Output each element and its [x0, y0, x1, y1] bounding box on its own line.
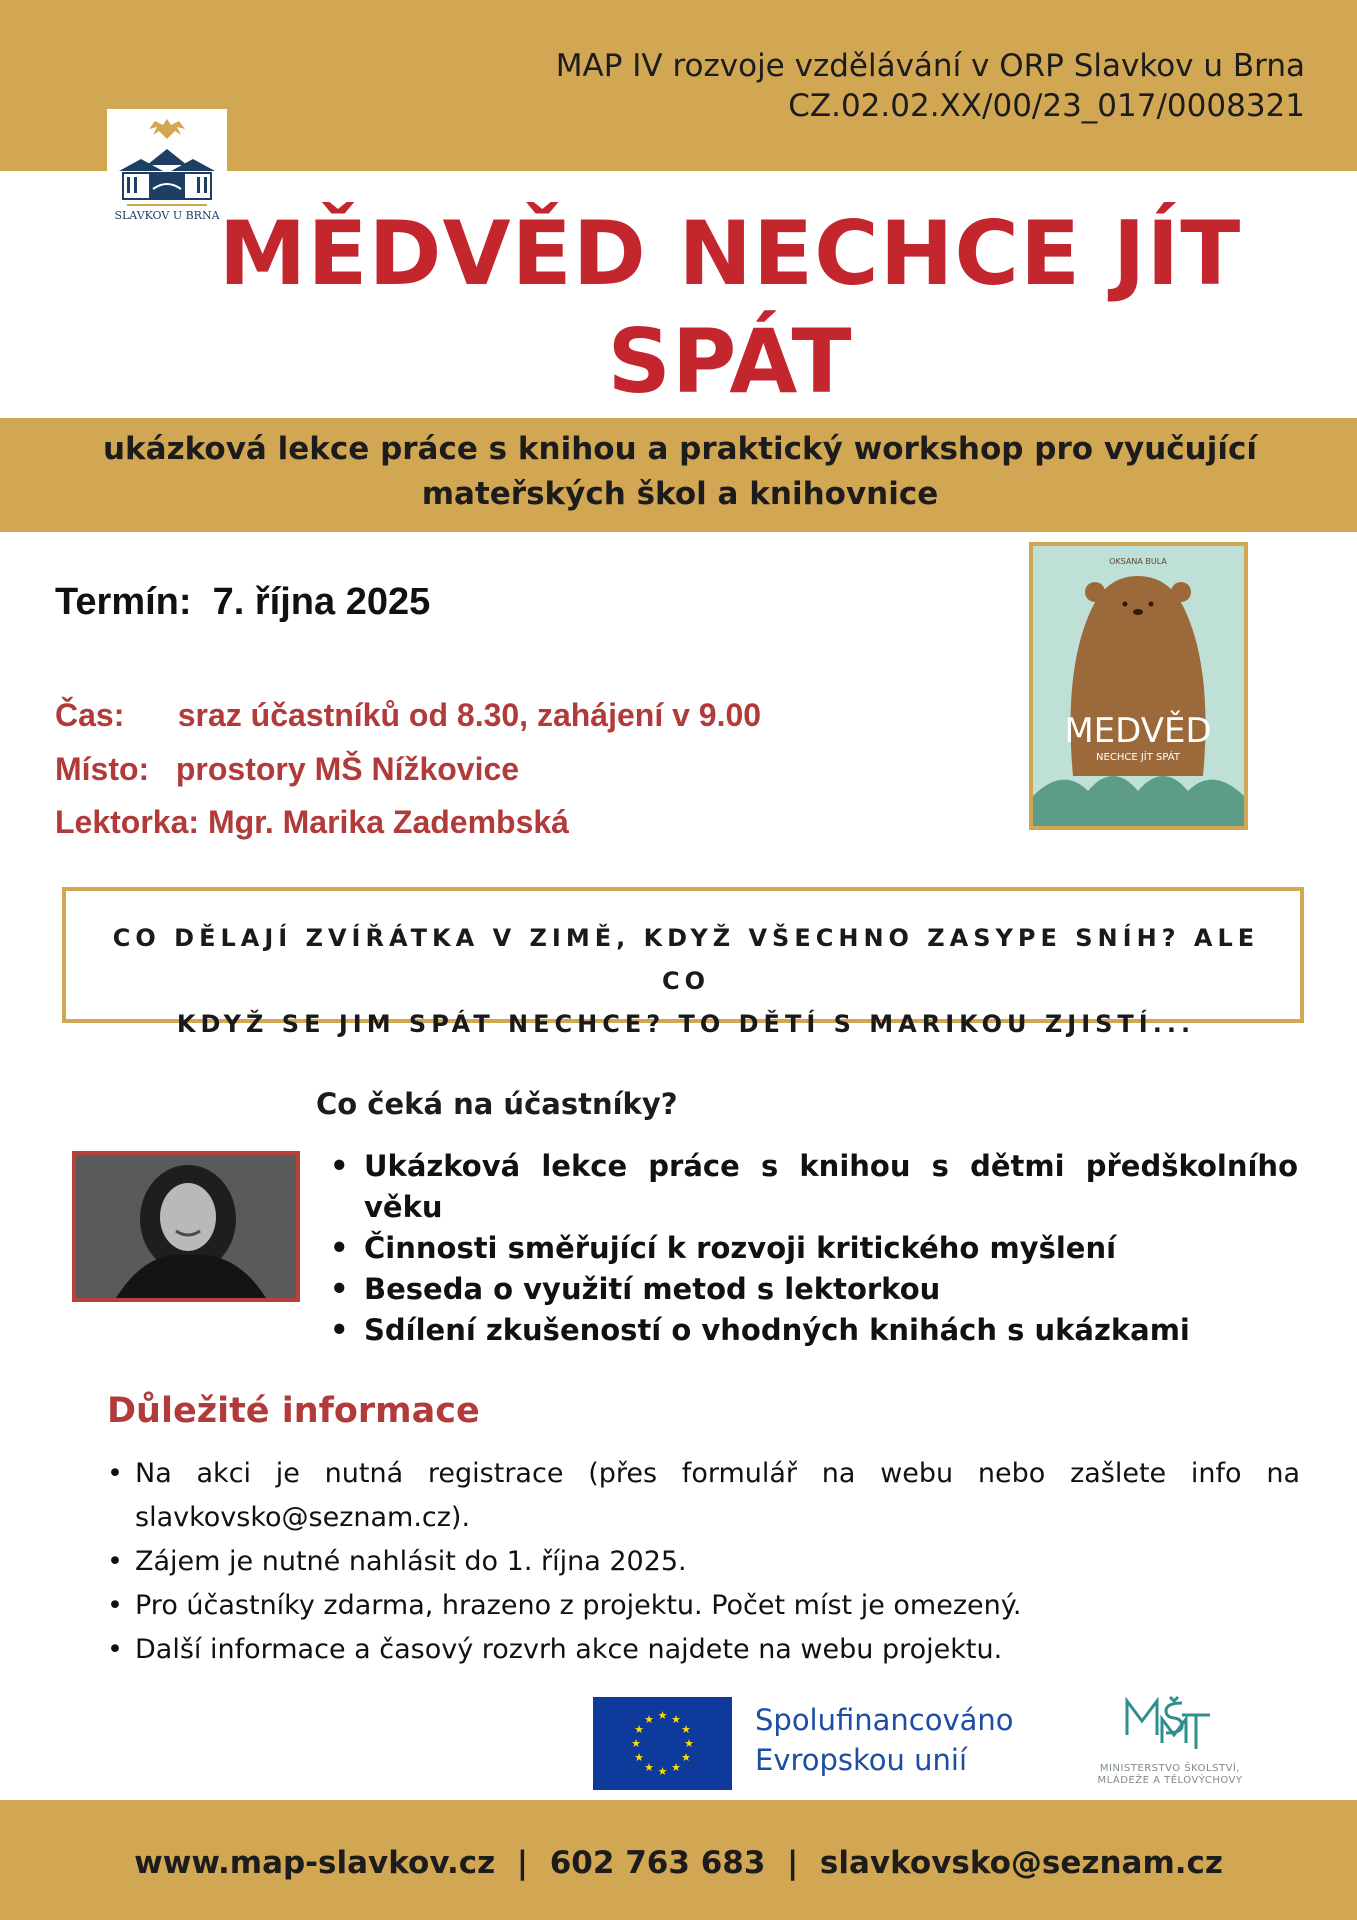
- svg-text:★: ★: [631, 1737, 641, 1750]
- svg-text:★: ★: [681, 1751, 691, 1764]
- msmt-caption-line2: MLÁDEŽE A TĚLOVÝCHOVY: [1097, 1775, 1243, 1786]
- eu-text-line2: Evropskou unií: [755, 1743, 968, 1777]
- subtitle-line1: ukázková lekce práce s knihou a praktický workshop pro vyučující: [102, 431, 1258, 467]
- event-place: Místo: prostory MŠ Nížkovice: [55, 751, 520, 787]
- bear-illustration: [1033, 546, 1244, 826]
- teaser-text: [96, 917, 1276, 1046]
- expect-heading: Co čeká na účastníky?: [316, 1087, 678, 1121]
- eu-cofinanced: [755, 1700, 1014, 1780]
- expect-list: [328, 1146, 1298, 1351]
- event-date: Termín: 7. října 2025: [55, 581, 431, 623]
- book-author: OKSANA BULA: [1109, 557, 1167, 566]
- list-item: • Na akci je nutná registrace (přes formulář na webu nebo zašlete info na slavkovsko@seznam.cz).: [105, 1452, 1300, 1540]
- project-name: MAP IV rozvoje vzdělávání v ORP Slavkov u Brna: [555, 48, 1305, 84]
- list-item: • Beseda o využití metod s lektorkou: [328, 1269, 1298, 1310]
- svg-text:★: ★: [634, 1723, 644, 1736]
- footer-contacts: www.map-slavkov.cz | 602 763 683 | slavkovsko@seznam.cz: [134, 1845, 1223, 1881]
- event-subtitle: [60, 427, 1300, 517]
- event-title-line1: MĚDVĚD NECHCE JÍT: [218, 202, 1242, 305]
- list-item: • Sdílení zkušeností o vhodných knihách s ukázkami: [328, 1310, 1298, 1351]
- teaser-box: [62, 887, 1304, 1038]
- msmt-caption-line1: MINISTERSTVO ŠKOLSTVÍ,: [1099, 1763, 1241, 1774]
- castle-eagle-icon: [107, 109, 227, 209]
- project-info: [556, 46, 1305, 126]
- list-item: • Pro účastníky zdarma, hrazeno z projektu. Počet míst je omezený.: [105, 1584, 1300, 1628]
- svg-text:★: ★: [681, 1723, 691, 1736]
- lecturer-portrait: [76, 1155, 296, 1298]
- lecturer-photo: [72, 1151, 300, 1302]
- book-title: MEDVĚD: [1064, 711, 1212, 751]
- eu-text-line1: Spolufinancováno: [755, 1703, 1014, 1737]
- important-list: [105, 1452, 1300, 1672]
- msmt-logo: [1070, 1695, 1270, 1795]
- svg-text:★: ★: [657, 1709, 668, 1722]
- event-title: [150, 200, 1310, 416]
- eu-flag-icon: [593, 1697, 732, 1790]
- svg-text:★: ★: [657, 1765, 668, 1778]
- event-title-line2: SPÁT: [607, 310, 853, 413]
- svg-text:★: ★: [634, 1751, 644, 1764]
- important-heading: Důležité informace: [107, 1391, 480, 1431]
- event-time: Čas: sraz účastníků od 8.30, zahájení v 9.00: [55, 697, 762, 733]
- teaser-line1: CO DĚLAJÍ ZVÍŘÁTKA V ZIMĚ, KDYŽ VŠECHNO ZASYPE SNÍH? ALE CO: [112, 924, 1260, 995]
- logo-caption: SLAVKOV U BRNA: [114, 209, 220, 222]
- svg-text:★: ★: [644, 1761, 654, 1774]
- svg-text:★: ★: [644, 1713, 654, 1726]
- svg-text:★: ★: [684, 1737, 694, 1750]
- list-item: • Činnosti směřující k rozvoji kritického myšlení: [328, 1228, 1298, 1269]
- list-item: • Ukázková lekce práce s knihou s dětmi předškolního věku: [328, 1146, 1298, 1228]
- book-subtitle: NECHCE JÍT SPÁT: [1096, 752, 1180, 763]
- event-lecturer: Lektorka: Mgr. Marika Zadembská: [55, 804, 569, 840]
- svg-text:★: ★: [671, 1713, 681, 1726]
- list-item: • Zájem je nutné nahlásit do 1. října 2025.: [105, 1540, 1300, 1584]
- msmt-caption: [1070, 1763, 1270, 1787]
- book-cover: [1029, 542, 1248, 830]
- project-code: CZ.02.02.XX/00/23_017/0008321: [788, 88, 1305, 124]
- svg-text:★: ★: [671, 1761, 681, 1774]
- list-item: • Další informace a časový rozvrh akce najdete na webu projektu.: [105, 1628, 1300, 1672]
- teaser-line2: KDYŽ SE JIM SPÁT NECHCE? TO DĚTÍ S MARIKOU ZJISTÍ...: [176, 1010, 1196, 1038]
- subtitle-line2: mateřských škol a knihovnice: [421, 476, 939, 512]
- msmt-icon: [1070, 1695, 1270, 1761]
